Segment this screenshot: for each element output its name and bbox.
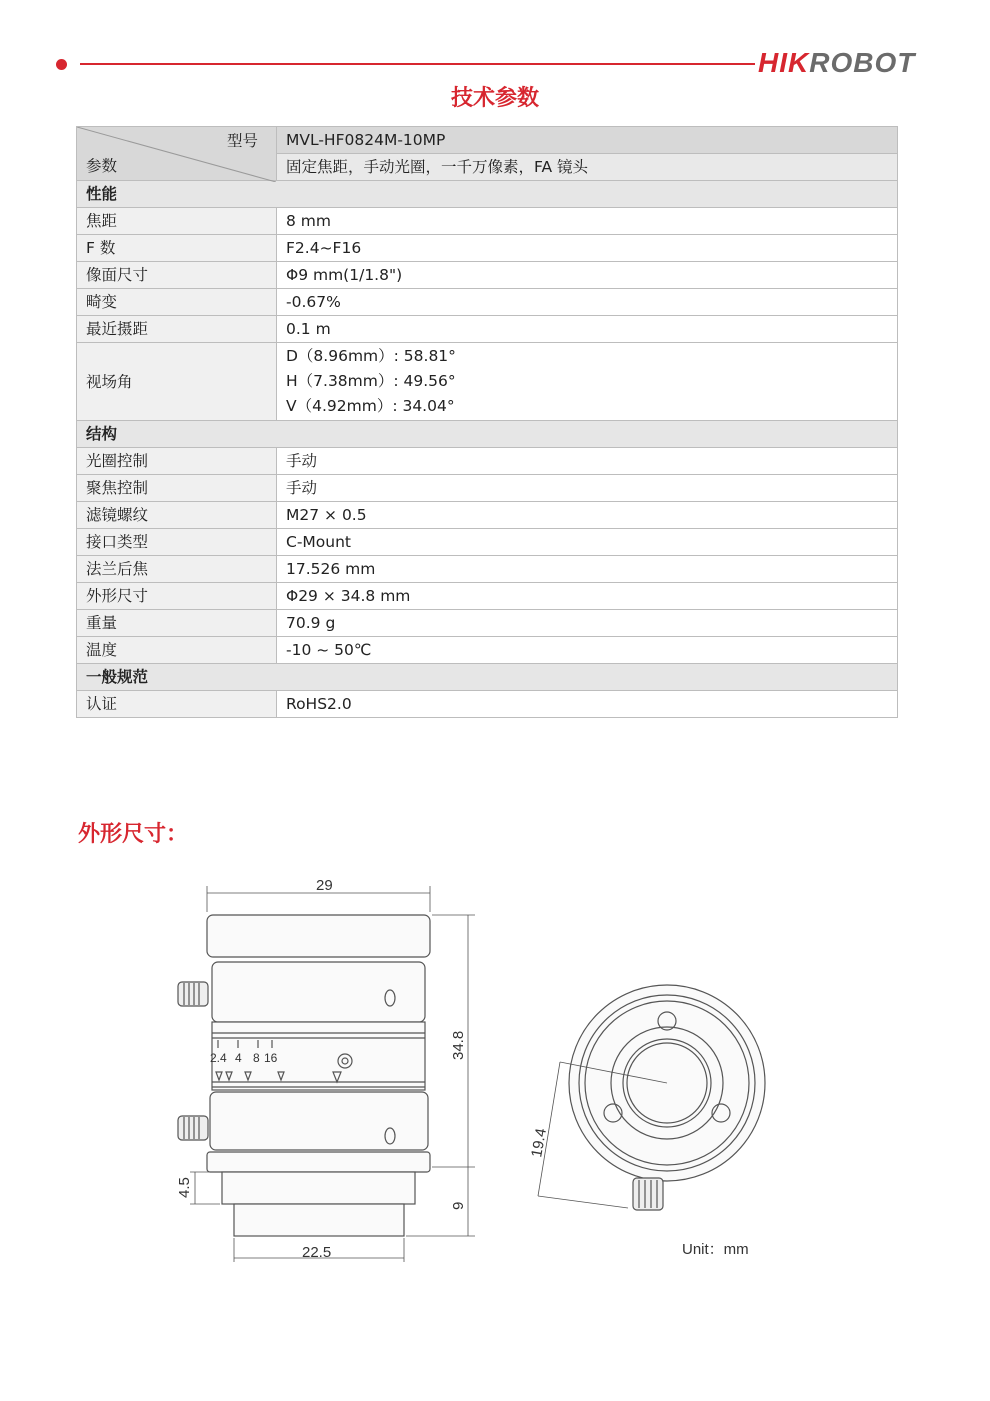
spec-key: F 数 bbox=[77, 235, 277, 262]
spec-key: 接口类型 bbox=[77, 529, 277, 556]
logo-part1: HIK bbox=[758, 47, 810, 78]
spec-key: 法兰后焦 bbox=[77, 556, 277, 583]
section-heading: 性能 bbox=[77, 181, 898, 208]
spec-value-line: F2.4~F16 bbox=[286, 238, 362, 257]
aperture-scale-2: 8 bbox=[253, 1051, 260, 1065]
corner-param-label: 参数 bbox=[86, 157, 118, 175]
spec-value-line: -0.67% bbox=[286, 292, 341, 311]
spec-value-line: M27 × 0.5 bbox=[286, 505, 367, 524]
spec-key: 外形尺寸 bbox=[77, 583, 277, 610]
spec-value-line: C-Mount bbox=[286, 532, 351, 551]
spec-value-line: RoHS2.0 bbox=[286, 694, 352, 713]
spec-key: 焦距 bbox=[77, 208, 277, 235]
spec-key: 畸变 bbox=[77, 289, 277, 316]
section-heading: 一般规范 bbox=[77, 664, 898, 691]
spec-value-line: V（4.92mm）: 34.04° bbox=[286, 397, 455, 415]
dim-flange-left: 4.5 bbox=[176, 1177, 193, 1198]
spec-value-line: 0.1 m bbox=[286, 319, 331, 338]
spec-value-line: D（8.96mm）: 58.81° bbox=[286, 347, 456, 365]
spec-value-line: H（7.38mm）: 49.56° bbox=[286, 372, 456, 390]
dim-radius: 19.4 bbox=[528, 1126, 551, 1159]
dim-height-total: 34.8 bbox=[450, 1030, 467, 1060]
spec-value-line: 70.9 g bbox=[286, 613, 336, 632]
dim-mount-width: 22.5 bbox=[302, 1244, 332, 1261]
corner-model-label: 型号 bbox=[226, 132, 258, 150]
logo-part2: ROBOT bbox=[809, 47, 916, 78]
section-heading: 结构 bbox=[77, 421, 898, 448]
aperture-scale-3: 16 bbox=[264, 1051, 278, 1065]
spec-value-line: Φ9 mm(1/1.8") bbox=[286, 265, 403, 284]
spec-value-line: -10 ~ 50℃ bbox=[286, 640, 372, 659]
page-title: 技术参数 bbox=[450, 86, 539, 111]
dim-width-top: 29 bbox=[316, 877, 333, 894]
dim-flange-right: 9 bbox=[450, 1201, 467, 1210]
aperture-scale-0: 2.4 bbox=[210, 1051, 227, 1065]
spec-value-line: 17.526 mm bbox=[286, 559, 376, 578]
spec-key: 滤镜螺纹 bbox=[77, 502, 277, 529]
unit-label: Unit：mm bbox=[682, 1241, 749, 1258]
spec-key: 重量 bbox=[77, 610, 277, 637]
model-description: 固定焦距，手动光圈，一千万像素，FA 镜头 bbox=[277, 154, 898, 181]
spec-key: 光圈控制 bbox=[77, 448, 277, 475]
spec-value-line: 8 mm bbox=[286, 211, 331, 230]
dimensions-title: 外形尺寸： bbox=[78, 822, 189, 847]
spec-key: 认证 bbox=[77, 691, 277, 718]
spec-key: 最近摄距 bbox=[77, 316, 277, 343]
spec-key: 视场角 bbox=[77, 343, 277, 421]
spec-key: 聚焦控制 bbox=[77, 475, 277, 502]
model-value: MVL-HF0824M-10MP bbox=[277, 127, 898, 154]
spec-value-line: 手动 bbox=[286, 478, 318, 497]
spec-value-line: 手动 bbox=[286, 451, 318, 470]
spec-key: 像面尺寸 bbox=[77, 262, 277, 289]
spec-value-line: Φ29 × 34.8 mm bbox=[286, 586, 411, 605]
aperture-scale-1: 4 bbox=[235, 1051, 242, 1065]
spec-key: 温度 bbox=[77, 637, 277, 664]
